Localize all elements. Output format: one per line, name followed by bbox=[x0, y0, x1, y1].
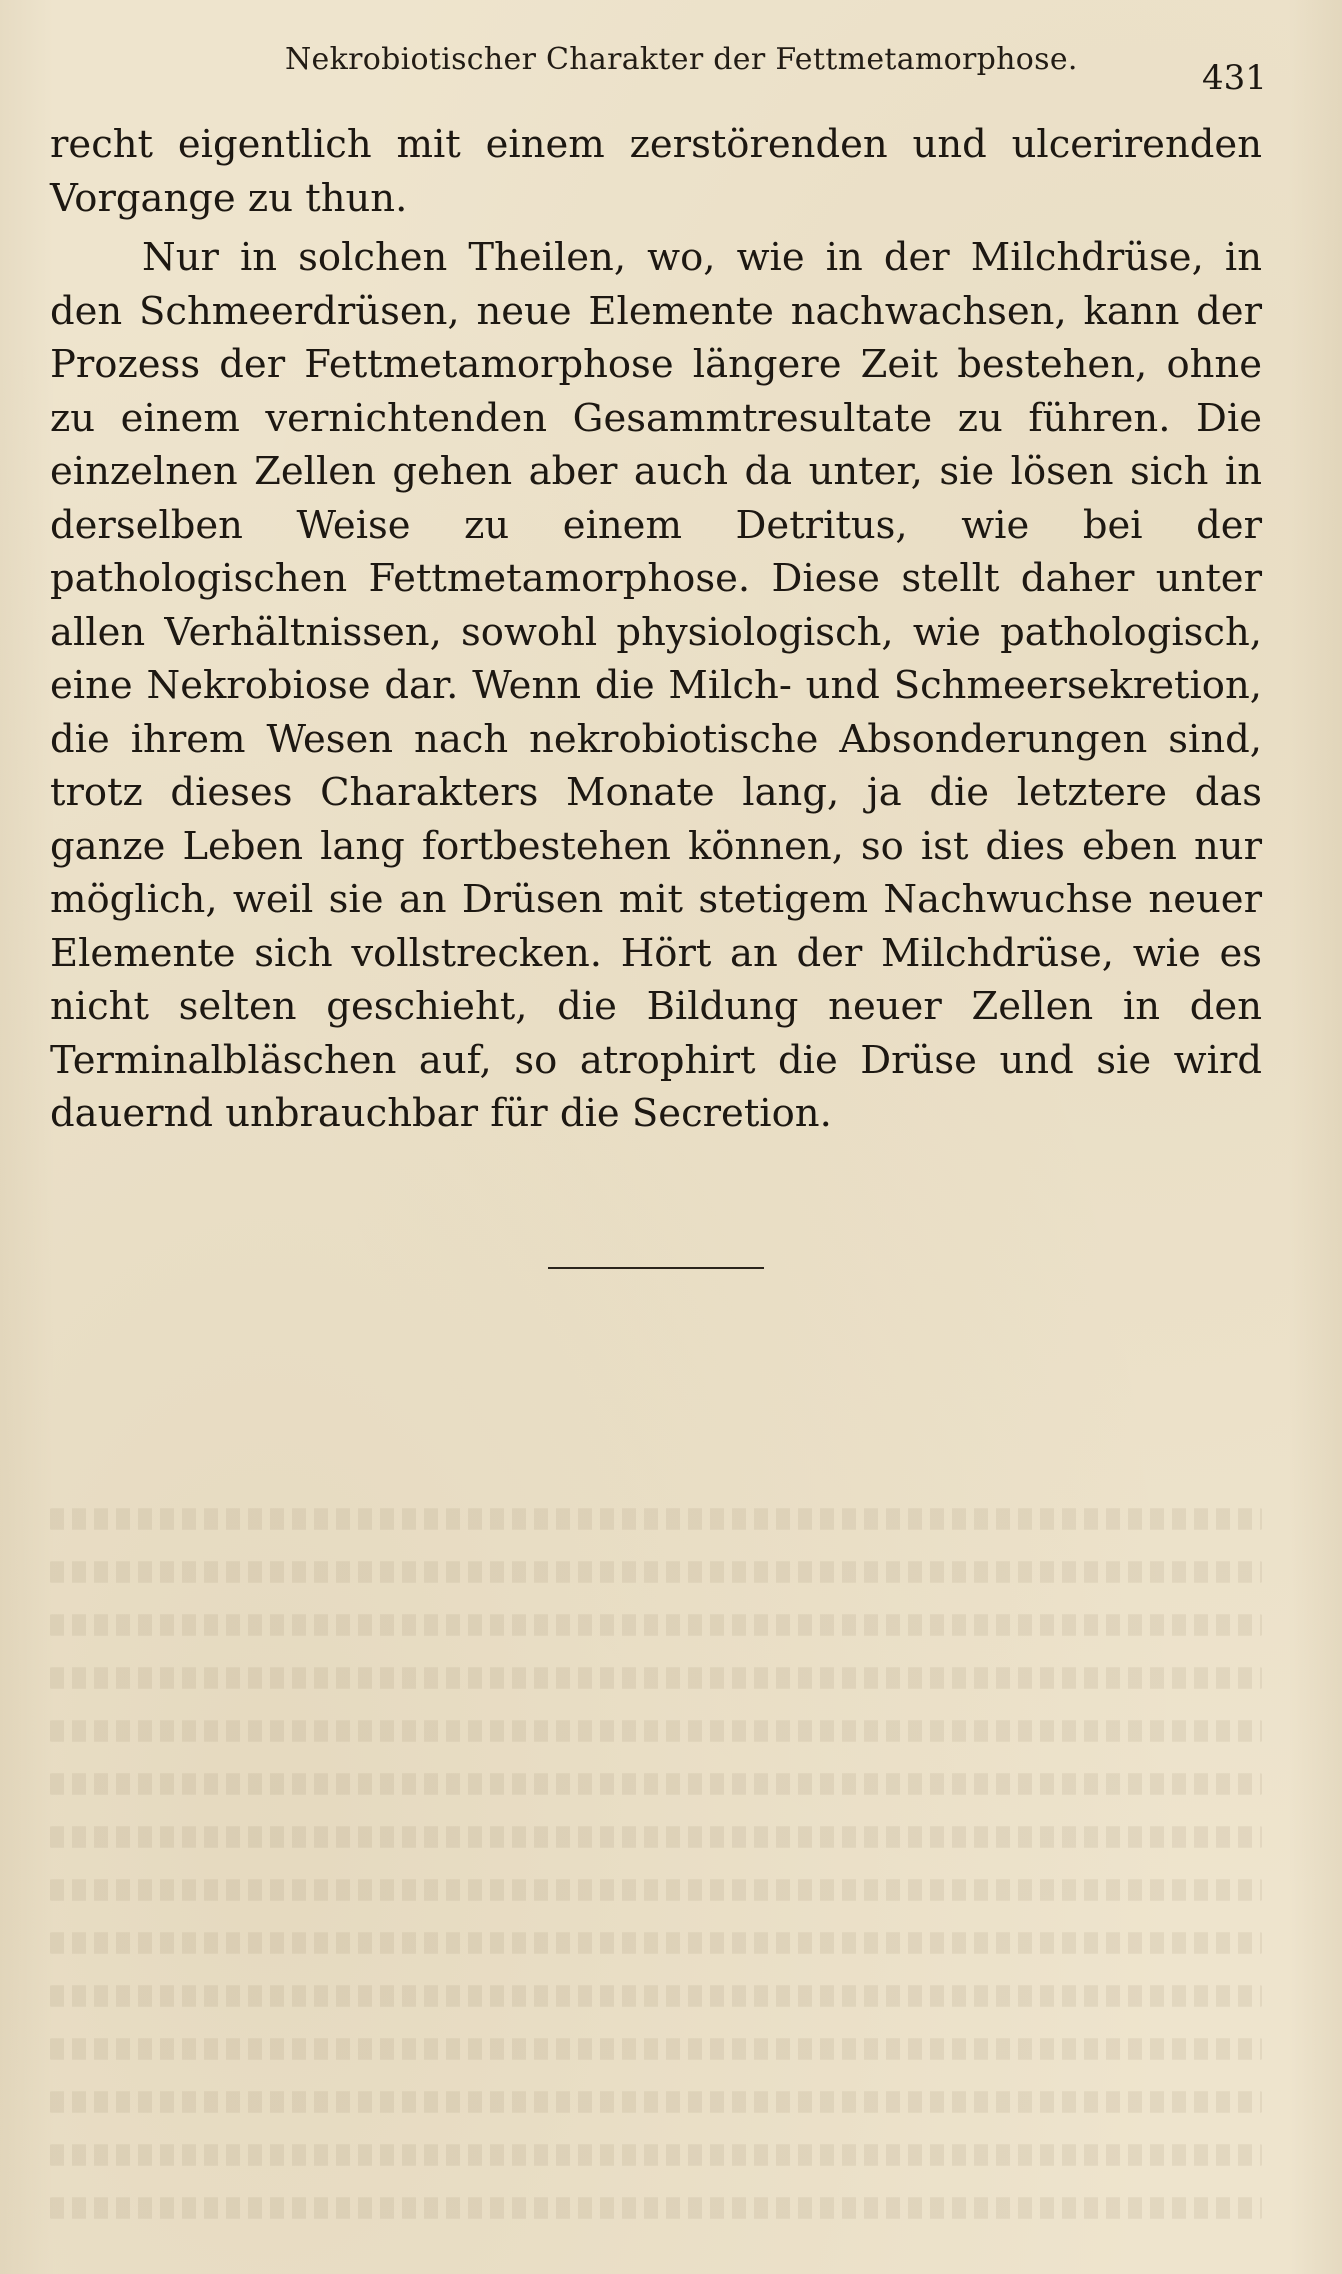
body-text bbox=[50, 118, 1262, 1141]
paragraph-fettmetamorphose: Nur in solchen Theilen, wo, wie in der Milchdrüse, in den Schmeerdrüsen, neue Elemente nachwachsen, kann der Prozess der Fettmetamorphose längere Zeit bestehen, ohne zu einem vernichtenden Gesammtresultate zu führen. Die einzelnen Zellen gehen aber auch da unter, sie lösen sich in derselben Weise zu einem Detritus, wie bei der pathologischen Fettmetamorphose. Diese stellt daher unter allen Verhältnissen, sowohl physiologisch, wie pathologisch, eine Nekrobiose dar. Wenn die Milch- und Schmeersekretion, die ihrem Wesen nach nekrobiotische Absonderungen sind, trotz dieses Charakters Monate lang, ja die letztere das ganze Leben lang fortbestehen können, so ist dies eben nur möglich, weil sie an Drüsen mit stetigem Nachwuchse neuer Elemente sich vollstrecken. Hört an der Milchdrüse, wie es nicht selten geschieht, die Bildung neuer Zellen in den Terminalbläschen auf, so atrophirt die Drüse und sie wird dauernd unbrauchbar für die Secretion. bbox=[50, 235, 1262, 1136]
paragraph-continuation: recht eigentlich mit einem zerstörenden und ulcerirenden Vorgange zu thun. bbox=[50, 122, 1262, 221]
show-through-texture bbox=[50, 1495, 1262, 2235]
running-title: Nekrobiotischer Charakter der Fettmetamorphose. bbox=[285, 42, 1078, 77]
page-number: 431 bbox=[1202, 58, 1267, 98]
section-divider-rule bbox=[548, 1267, 764, 1269]
